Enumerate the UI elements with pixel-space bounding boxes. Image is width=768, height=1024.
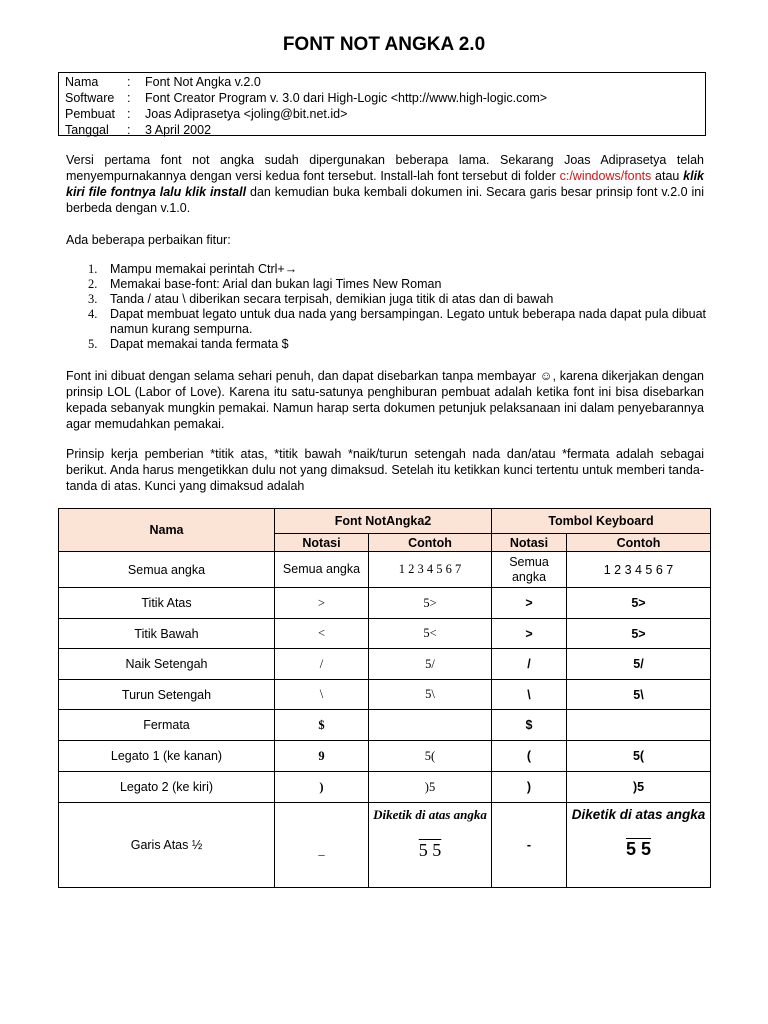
cell-key-notasi: ( [492,741,567,772]
table-header-row [59,509,711,534]
info-value: Joas Adiprasetya <joling@bit.net.id> [145,107,348,121]
list-number: 5. [88,337,98,351]
table-row [59,772,711,803]
info-row [65,122,705,138]
cell-font-notasi: / [275,649,369,680]
cell-key-notasi: > [492,588,567,619]
description-paragraph: Font ini dibuat dengan selama sehari penuh, dan dapat disebarkan tanpa membayar ☺, karena dikerjakan dengan prinsip LOL (Labor of Love). Karena itu satu-satunya penghiburan pembuat adalah ketika font ini bisa disebarkan kepada sebanyak mungkin pemakai. Namun harap serta dokumen petunjuk pelaksanaan ini dalam penyebarannya agar memudahkan pemakai. [66,369,704,431]
cell-font-notasi: _ [275,803,369,888]
cell-key-contoh [567,710,711,741]
header-contoh: Contoh [369,534,492,552]
info-row [65,106,705,122]
intro-paragraph [66,152,704,216]
info-key: Pembuat [65,107,116,121]
intro-text-a: Versi pertama font not angka sudah dipergunakan beberapa lama. Sekarang Joas Adiprasetya telah menyempurnakannya dengan versi kedua font tersebut. Install-lah font tersebut di folder [66,153,704,183]
cell-key-contoh: 5> [567,619,711,649]
header-contoh: Contoh [567,534,711,552]
cell-font-contoh: 1 2 3 4 5 6 7 [369,552,492,588]
cell-font-notasi: < [275,619,369,649]
info-key: Nama [65,75,99,89]
cell-font-contoh: 5/ [369,649,492,680]
feature-list [66,262,706,352]
intro-text-c: dan kemudian buka kembali dokumen ini. Secara garis besar prinsip font v.2.0 ini berbeda dengan v.1.0. [66,185,705,215]
info-colon: : [127,107,131,121]
list-item [66,262,706,277]
cell-key-contoh: 5( [567,741,711,772]
cell-nama: Garis Atas ½ [59,803,275,888]
info-value: 3 April 2002 [145,123,212,137]
info-colon: : [127,91,131,105]
install-path: c:/windows/fonts [559,169,652,183]
table-row [59,649,711,680]
cell-key-notasi: / [492,649,567,680]
info-value: Font Not Angka v.2.0 [145,75,261,89]
list-number: 2. [88,277,98,291]
cell-nama: Turun Setengah [59,680,275,710]
cell-font-contoh [369,710,492,741]
cell-key-contoh: 1 2 3 4 5 6 7 [567,552,711,588]
list-item [66,337,706,352]
cell-nama: Fermata [59,710,275,741]
cell-nama: Semua angka [59,552,275,588]
document-title: FONT NOT ANGKA 2.0 [282,34,486,55]
cell-nama: Titik Atas [59,588,275,619]
intro-text-b: atau [651,169,684,183]
cell-font-contoh: 5( [369,741,492,772]
list-number: 4. [88,307,98,321]
cell-key-notasi: Semua angka [492,552,567,588]
principle-paragraph: Prinsip kerja pemberian *titik atas, *titik bawah *naik/turun setengah nada dan/atau *fermata adalah sebagai berikut. Anda harus mengetikkan dulu not yang dimaksud. Setelah itu ketikkan kunci tertentu untuk memberi tanda-tanda di atas. Kunci yang dimaksud adalah [66,447,704,493]
cell-font-contoh: 5> [369,588,492,619]
key-table [58,508,711,888]
header-nama: Nama [59,509,275,552]
header-notasi: Notasi [492,534,567,552]
info-row [65,90,705,106]
cell-nama: Naik Setengah [59,649,275,680]
cell-font-contoh: 5< [369,619,492,649]
info-row [65,74,705,90]
info-colon: : [127,123,131,137]
table-row [59,619,711,649]
cell-font-notasi: ) [275,772,369,803]
list-text: Mampu memakai perintah Ctrl+→ [110,262,298,276]
cell-key-notasi: \ [492,680,567,710]
list-number: 1. [88,262,98,276]
table-row [59,552,711,588]
info-key: Tanggal [65,123,109,137]
list-item [66,307,706,337]
info-box [58,72,706,136]
features-intro: Ada beberapa perbaikan fitur: [66,233,231,247]
header-font: Font NotAngka2 [275,509,492,534]
header-notasi: Notasi [275,534,369,552]
overline-example: 5 5 [418,840,442,860]
cell-font-notasi: $ [275,710,369,741]
cell-key-contoh: 5\ [567,680,711,710]
header-keyboard: Tombol Keyboard [492,509,711,534]
info-value: Font Creator Program v. 3.0 dari High-Logic <http://www.high-logic.com> [145,91,548,105]
cell-key-notasi: ) [492,772,567,803]
cell-font-notasi: \ [275,680,369,710]
typing-note: Diketik di atas angka [373,807,487,822]
overline-example: 5 5 [625,839,652,859]
cell-key-contoh: )5 [567,772,711,803]
list-text: Memakai base-font: Arial dan bukan lagi Times New Roman [110,277,442,291]
list-number: 3. [88,292,98,306]
cell-key-contoh: 5/ [567,649,711,680]
info-colon: : [127,75,131,89]
cell-key-contoh: 5> [567,588,711,619]
cell-font-notasi: Semua angka [275,552,369,588]
cell-key-notasi: - [492,803,567,888]
table-row [59,680,711,710]
typing-note: Diketik di atas angka [571,807,706,822]
info-key: Software [65,91,115,105]
cell-font-contoh: )5 [369,772,492,803]
list-text: Dapat membuat legato untuk dua nada yang bersampingan. Legato untuk beberapa nada dapat pula dibuat namun kurang sempurna. [110,307,706,336]
cell-nama: Legato 2 (ke kiri) [59,772,275,803]
cell-font-notasi: 9 [275,741,369,772]
table-row-garis-atas [59,803,711,888]
list-text: Tanda / atau \ diberikan secara terpisah, demikian juga titik di atas dan di bawah [110,292,554,306]
cell-font-contoh: 5\ [369,680,492,710]
list-item [66,277,706,292]
install-instruction: klik kiri file fontnya lalu klik install [66,169,704,199]
cell-key-notasi: > [492,619,567,649]
cell-nama: Titik Bawah [59,619,275,649]
list-item [66,292,706,307]
cell-key-notasi: $ [492,710,567,741]
table-row [59,710,711,741]
cell-font-contoh [369,803,492,888]
table-row [59,588,711,619]
list-text: Dapat memakai tanda fermata $ [110,337,289,351]
cell-nama: Legato 1 (ke kanan) [59,741,275,772]
table-row [59,741,711,772]
cell-font-notasi: > [275,588,369,619]
cell-key-contoh [567,803,711,888]
